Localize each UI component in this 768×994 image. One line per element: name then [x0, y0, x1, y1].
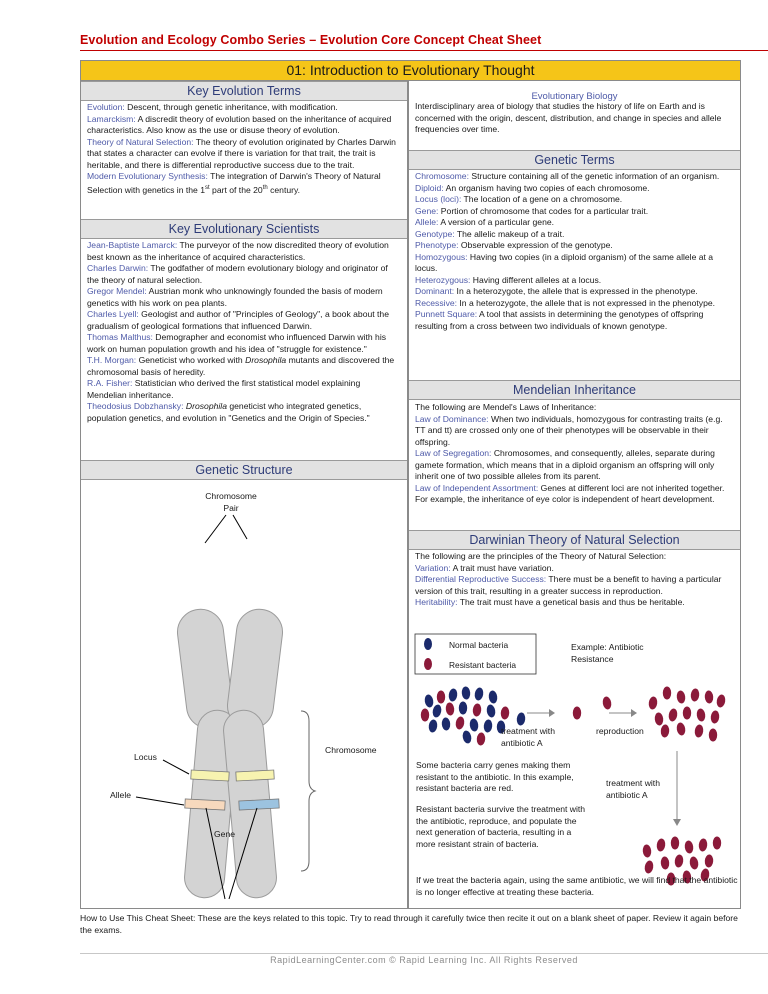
arrow-treatment-2-head [673, 819, 681, 826]
scientist-fisher: R.A. Fisher: Statistician who derived the first statistical model explaining Mendelian inheritance. [87, 378, 361, 400]
allele-band-left [185, 799, 225, 810]
chromosome-pair-label-1: Chromosome [205, 491, 257, 501]
resistant-bacterium [704, 854, 713, 868]
locus-pointer [163, 760, 189, 774]
gterm-heterozygous: Heterozygous: Having different alleles at a locus. [415, 274, 602, 285]
footer-divider [80, 953, 768, 954]
allele-band-right [239, 799, 279, 810]
resistant-bacterium [683, 707, 691, 720]
normal-bacterium [488, 690, 498, 704]
legend-resistant-label: Resistant bacteria [449, 660, 517, 670]
normal-bacterium [432, 704, 443, 718]
gterm-gene: Gene: Portion of chromosome that codes for a particular trait. [415, 205, 649, 216]
key-evolution-terms-list [87, 102, 402, 196]
scientist-dobzhansky: Theodosius Dobzhansky: Drosophila geneticist who integrated genetics, population genetics, and evolution in "Genetics and the Origin of Species." [87, 401, 370, 423]
title-divider [80, 50, 768, 51]
scientist-darwin: Charles Darwin: The godfather of modern evolutionary biology and originator of the theory of natural selection. [87, 263, 388, 285]
gterm-allele: Allele: A version of a particular gene. [415, 217, 555, 227]
normal-bacterium [474, 687, 485, 701]
treatment-2-label: treatment with antibiotic A [606, 778, 660, 800]
normal-bacterium [441, 717, 450, 731]
scientist-lyell: Charles Lyell: Geologist and author of "Principles of Geology", a book about the gradualism of geological formations that influenced Darwin. [87, 309, 389, 331]
mendel-intro: The following are Mendel's Laws of Inheritance: [415, 402, 597, 412]
resistant-bacterium [668, 708, 679, 722]
resistant-bacterium [644, 860, 655, 874]
resistant-bacterium [656, 838, 666, 852]
resistant-bacterium [671, 837, 679, 850]
legend-resistant-bacterium [424, 658, 432, 670]
term-lamarckism: Lamarckism: A discredit theory of evolution based on the inheritance of acquired characteristics. Also know as the use or disuse theory of evolution. [87, 113, 392, 135]
gterm-dominant: Dominant: In a heterozygote, the allele that is expressed in the phenotype. [415, 286, 698, 296]
pair-pointer-left [205, 515, 226, 543]
legend-normal-label: Normal bacteria [449, 640, 509, 650]
law-dominance: Law of Dominance: When two individuals, homozygous for contrasting traits (e.g. TT and tt) are crossed only one of their phenotypes will be observable in their offspring. [415, 413, 723, 447]
resistant-bacterium [654, 712, 664, 726]
scientist-lamarck: Jean-Baptiste Lamarck: The purveyor of the now discredited theory of evolution best known as the inheritance of acquired characteristics. [87, 240, 389, 262]
resistant-bacterium [710, 710, 720, 724]
resistant-bacterium [696, 708, 706, 722]
resistant-bacterium [698, 838, 708, 852]
document-title: Evolution and Ecology Combo Series – Evolution Core Concept Cheat Sheet [80, 33, 542, 47]
example-label: Example: Antibiotic Resistance [571, 642, 644, 664]
right-column [408, 81, 741, 909]
resistant-bacterium [689, 856, 700, 870]
darwinian-theory-header: Darwinian Theory of Natural Selection [409, 530, 740, 550]
resistant-bacterium [660, 856, 669, 870]
chromosome-diagram [81, 481, 407, 906]
resistant-bacterium [602, 696, 613, 710]
term-natural-selection: Theory of Natural Selection: The theory of evolution originated by Charles Darwin that states a character can evolve if there is variation for that trait, the trait is heritable, and there is differential reproductive success due to the trait. [87, 136, 396, 170]
resistant-bacterium [642, 844, 652, 858]
gterm-homozygous: Homozygous: Having two copies (in a diploid organism) of the same allele at a locus. [415, 251, 714, 273]
evolutionary-biology-text: Interdisciplinary area of biology that studies the history of life on Earth and is concerned with the origin, descent, distribution, and change in species and allele frequencies over time. [415, 101, 722, 134]
locus-band-left [191, 770, 229, 781]
darwin-intro: The following are the principles of the Theory of Natural Selection: [415, 551, 667, 561]
normal-bacterium [448, 688, 458, 702]
resistant-bacterium [709, 729, 717, 742]
gterm-chromosome: Chromosome: Structure containing all of the genetic information of an organism. [415, 171, 720, 181]
term-modern-synthesis: Modern Evolutionary Synthesis: The integration of Darwin's Theory of Natural Selection with genetics in the 1st part of the 20th century. [87, 171, 381, 195]
gterm-diploid: Diploid: An organism having two copies of each chromosome. [415, 182, 650, 193]
resistant-bacterium [500, 706, 509, 720]
normal-bacterium [469, 718, 479, 732]
normal-bacterium [486, 704, 497, 718]
legend-normal-bacterium [424, 638, 432, 650]
resistant-bacterium [716, 694, 727, 708]
resistant-bacterium [455, 716, 466, 730]
normal-bacterium [462, 730, 473, 744]
resistant-bacterium [713, 837, 721, 850]
resistant-bacterium [690, 688, 700, 702]
gterm-punnett: Punnett Square: A tool that assists in determining the genotypes of offspring resulting from a cross between two individuals of known genotype. [415, 309, 704, 331]
genetic-terms-list [415, 171, 735, 332]
principle-variation: Variation: A trait must have variation. [415, 562, 554, 573]
normal-bacterium [459, 702, 467, 715]
gterm-recessive: Recessive: In a heterozygote, the allele that is not expressed in the phenotype. [415, 297, 716, 308]
reproduction-label: reproduction [596, 726, 644, 736]
locus-label: Locus [134, 752, 157, 762]
key-evolution-terms-header: Key Evolution Terms [81, 81, 407, 101]
resistant-bacterium [676, 690, 686, 704]
mendelian-laws-list [415, 402, 735, 506]
chromosome-pair-label-2: Pair [223, 503, 239, 513]
resistant-bacterium [421, 709, 429, 722]
resistant-bacterium [445, 702, 455, 716]
resistant-bacterium [674, 854, 684, 868]
treatment-1-label: treatment with antibiotic A [501, 726, 555, 748]
key-scientists-header: Key Evolutionary Scientists [81, 219, 407, 239]
gterm-phenotype: Phenotype: Observable expression of the genotype. [415, 240, 613, 250]
principle-differential-success: Differential Reproductive Success: There must be a benefit to having a particular version of this trait, resulting in a greater success in reproduction. [415, 574, 722, 596]
resistant-bacterium [663, 687, 671, 700]
bacteria-note-3: If we treat the bacteria again, using the same antibiotic, we will find that the antibiotic is no longer effective at treating these bacteria. [416, 875, 738, 897]
gterm-locus: Locus (loci): The location of a gene on a chromosome. [415, 194, 623, 204]
genetic-terms-header: Genetic Terms [409, 150, 740, 170]
scientist-malthus: Thomas Malthus: Demographer and economist who influenced Darwin with his work on human population growth and his idea of "struggle for existence." [87, 332, 387, 354]
resistant-bacterium [437, 691, 445, 704]
allele-label: Allele [110, 790, 132, 800]
key-scientists-list [87, 240, 402, 424]
gterm-genotype: Genotype: The allelic makeup of a trait. [415, 228, 565, 239]
resistant-bacterium [573, 707, 581, 720]
term-evolution: Evolution: Descent, through genetic inheritance, with modification. [87, 102, 338, 112]
scientist-mendel: Gregor Mendel: Austrian monk who unknowingly founded the basis of modern genetics with his work on pea plants. [87, 286, 383, 308]
resistant-bacterium [694, 724, 704, 738]
darwinian-principles-list [415, 551, 735, 609]
principle-heritability: Heritability: The trait must have a genetical basis and thus be heritable. [415, 597, 685, 607]
chromosome-brace [301, 711, 315, 871]
usage-note: How to Use This Cheat Sheet: These are the keys related to this topic. Try to read through it carefully twice then recite it out on a blank sheet of paper. Review it again before the exams. [80, 913, 738, 935]
topic-banner: 01: Introduction to Evolutionary Thought [80, 60, 741, 81]
bacteria-note-1: Some bacteria carry genes making them resistant to the antibiotic. In this example, resistant bacteria are red. [416, 760, 574, 793]
normal-bacterium [428, 719, 438, 733]
mendelian-inheritance-header: Mendelian Inheritance [409, 380, 740, 400]
scientist-morgan: T.H. Morgan: Geneticist who worked with Drosophila mutants and discovered the chromosomal basis of heredity. [87, 355, 395, 377]
survivor-bacterium [573, 707, 581, 720]
resistant-bacterium [476, 732, 485, 746]
resistant-bacterium [648, 696, 658, 710]
genetic-structure-header: Genetic Structure [81, 460, 407, 480]
resistant-bacterium [472, 703, 482, 717]
bacteria-note-2: Resistant bacteria survive the treatment with the antibiotic, reproduce, and populate the next generation of bacteria, resulting in a more resistant strain of bacteria. [416, 804, 586, 849]
resistant-bacterium [676, 722, 687, 736]
chromosome-label: Chromosome [325, 745, 377, 755]
arrow-treatment-1-head [549, 709, 555, 717]
arrow-reproduction-head [631, 709, 637, 717]
normal-bacterium [424, 694, 435, 708]
resistant-bacterium [684, 840, 694, 854]
normal-bacterium [461, 686, 471, 700]
copyright-line: RapidLearningCenter.com © Rapid Learning Inc. All Rights Reserved [270, 955, 578, 965]
pair-pointer-right [233, 515, 247, 539]
evolutionary-biology-title: Evolutionary Biology [531, 91, 618, 102]
resistant-bacterium [704, 690, 713, 704]
chromatid-right [222, 607, 285, 900]
law-independent-assortment: Law of Independent Assortment: Genes at different loci are not inherited together. For example, the inheritance of eye color is independent of heart development. [415, 482, 725, 504]
allele-pointer [136, 797, 184, 805]
normal-bacterium [516, 712, 526, 726]
locus-band-right [236, 770, 274, 781]
law-segregation: Law of Segregation: Chromosomes, and consequently, alleles, separate during gamete formation, which means that in a diploid organism an offspring will only inherit one of two possible alleles from its parent. [415, 448, 715, 481]
gene-label: Gene [214, 829, 236, 839]
left-column [80, 81, 408, 909]
normal-bacterium [483, 719, 493, 733]
